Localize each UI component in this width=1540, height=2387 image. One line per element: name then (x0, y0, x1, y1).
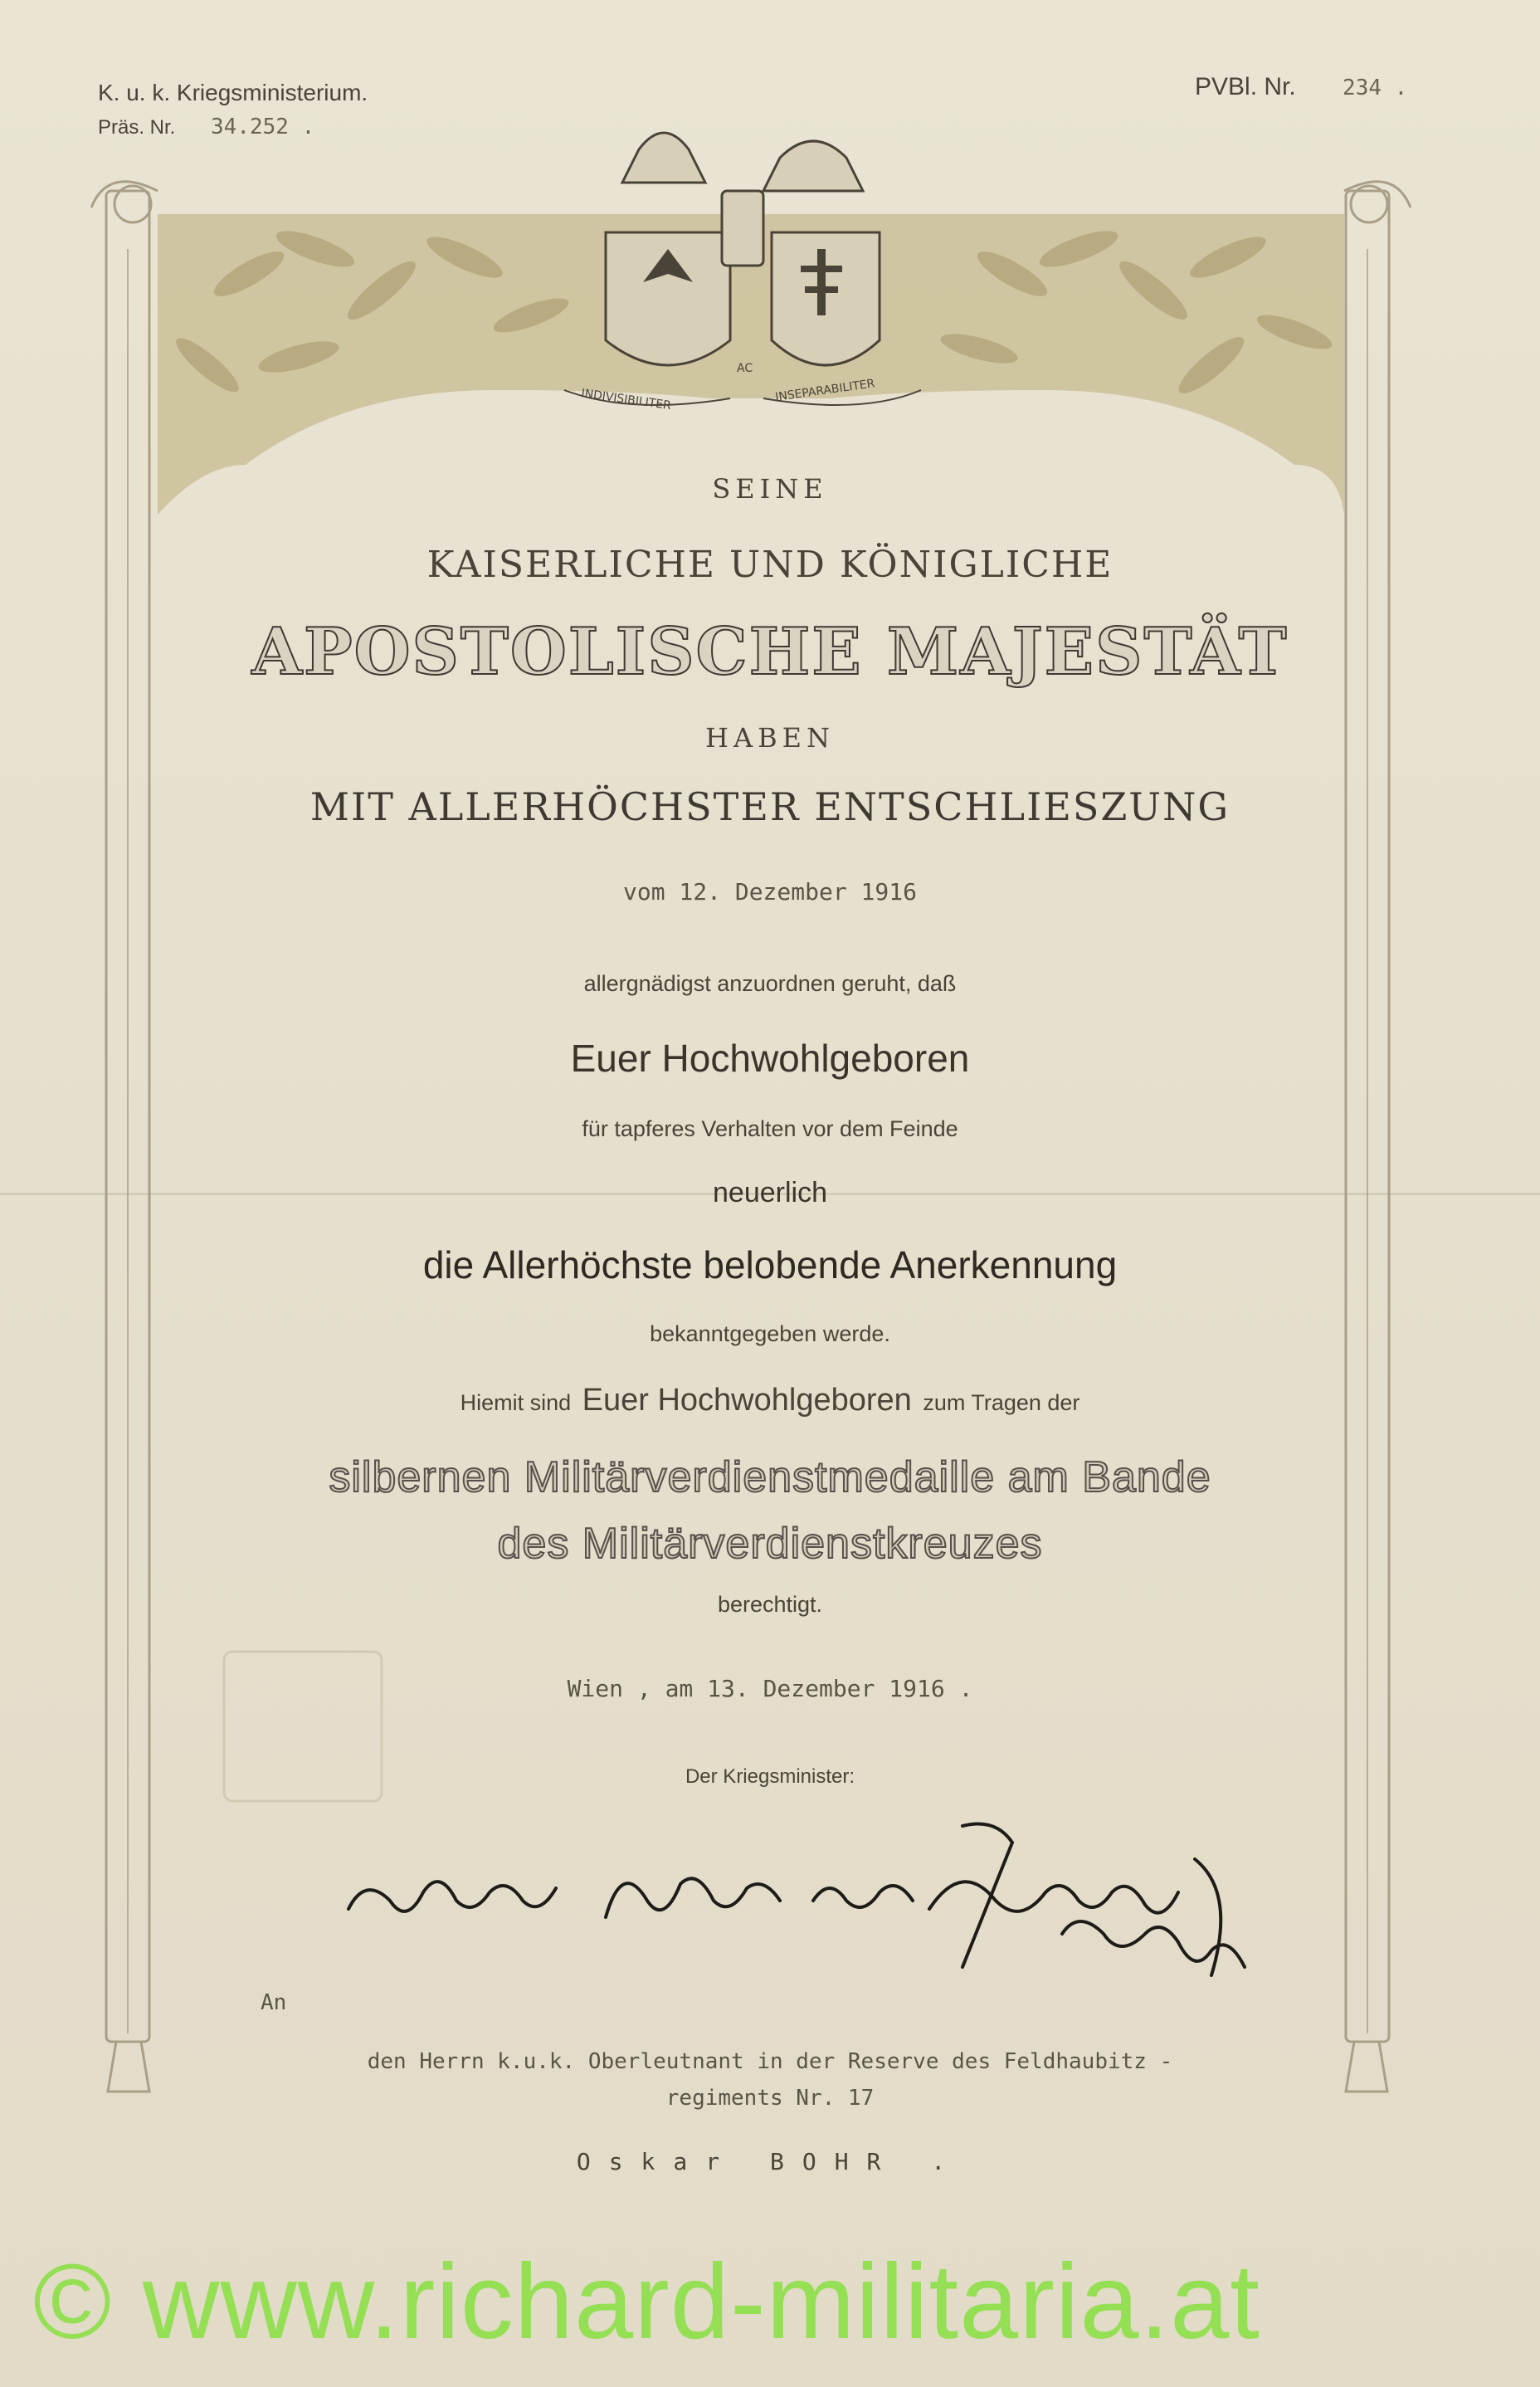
text-anerkennung: die Allerhöchste belobende Anerkennung (422, 1243, 1118, 1286)
crest-motto-left: INDIVISIBILITER (580, 387, 672, 413)
text-allergnaedigst: allergnädigst anzuordnen geruht, daß (583, 971, 957, 996)
header-right (1195, 73, 1407, 101)
crest-motto-mid: AC (737, 362, 753, 375)
text-kaiserliche: KAISERLICHE UND KÖNIGLICHE (426, 544, 1114, 586)
text-vom-date: vom 12. Dezember 1916 (622, 878, 917, 905)
watermark: © www.richard-militaria.at (33, 2243, 1260, 2361)
addressee-line1: den Herrn k.u.k. Oberleutnant in der Reserve des Feldhaubitz - (367, 2049, 1173, 2074)
pvbl-label: PVBl. Nr. (1195, 73, 1296, 100)
text-hiemit (0, 1383, 1540, 1418)
ministry-title: K. u. k. Kriegsministerium. (98, 80, 368, 105)
text-euer-hochwohlgeboren: Euer Hochwohlgeboren (570, 1037, 970, 1080)
text-tapferes: für tapferes Verhalten vor dem Feinde (582, 1116, 958, 1141)
pvbl-number: 234 . (1343, 76, 1408, 100)
text-berechtigt: berechtigt. (717, 1592, 823, 1617)
text-haben: HABEN (705, 722, 835, 754)
praes-label: Präs. Nr. (98, 116, 176, 139)
signature-image (332, 1809, 1311, 2000)
text-entschliessung: MIT ALLERHÖCHSTER ENTSCHLIESZUNG (309, 784, 1231, 829)
text-medal-line1: silbernen Militärverdienstmedaille am Bande (329, 1453, 1211, 1501)
recipient-name: Oskar BOHR . (576, 2148, 964, 2175)
text-neuerlich: neuerlich (713, 1177, 827, 1208)
text-place-date: Wien , am 13. Dezember 1916 . (567, 1675, 973, 1702)
text-medal-line2: des Militärverdienstkreuzes (497, 1520, 1043, 1568)
praes-number: 34.252 . (211, 115, 315, 139)
crest-motto-right: INSEPARABILITER (774, 377, 876, 404)
header-left (98, 80, 368, 139)
addressee-line2: regiments Nr. 17 (665, 2086, 875, 2111)
text-seine: SEINE (712, 473, 828, 505)
text-bekannt: bekanntgegeben werde. (650, 1321, 890, 1346)
addressee-block (0, 2043, 1540, 2116)
text-majestaet: APOSTOLISCHE MAJESTÄT (251, 614, 1289, 690)
praes-line (98, 115, 368, 139)
text-kriegsminister: Der Kriegsminister: (685, 1765, 855, 1788)
hiemit-pre: Hiemit sind (460, 1390, 572, 1415)
hiemit-mid: Euer Hochwohlgeboren (582, 1383, 912, 1418)
text-an: An (261, 1990, 287, 2015)
hiemit-post: zum Tragen der (923, 1390, 1080, 1415)
